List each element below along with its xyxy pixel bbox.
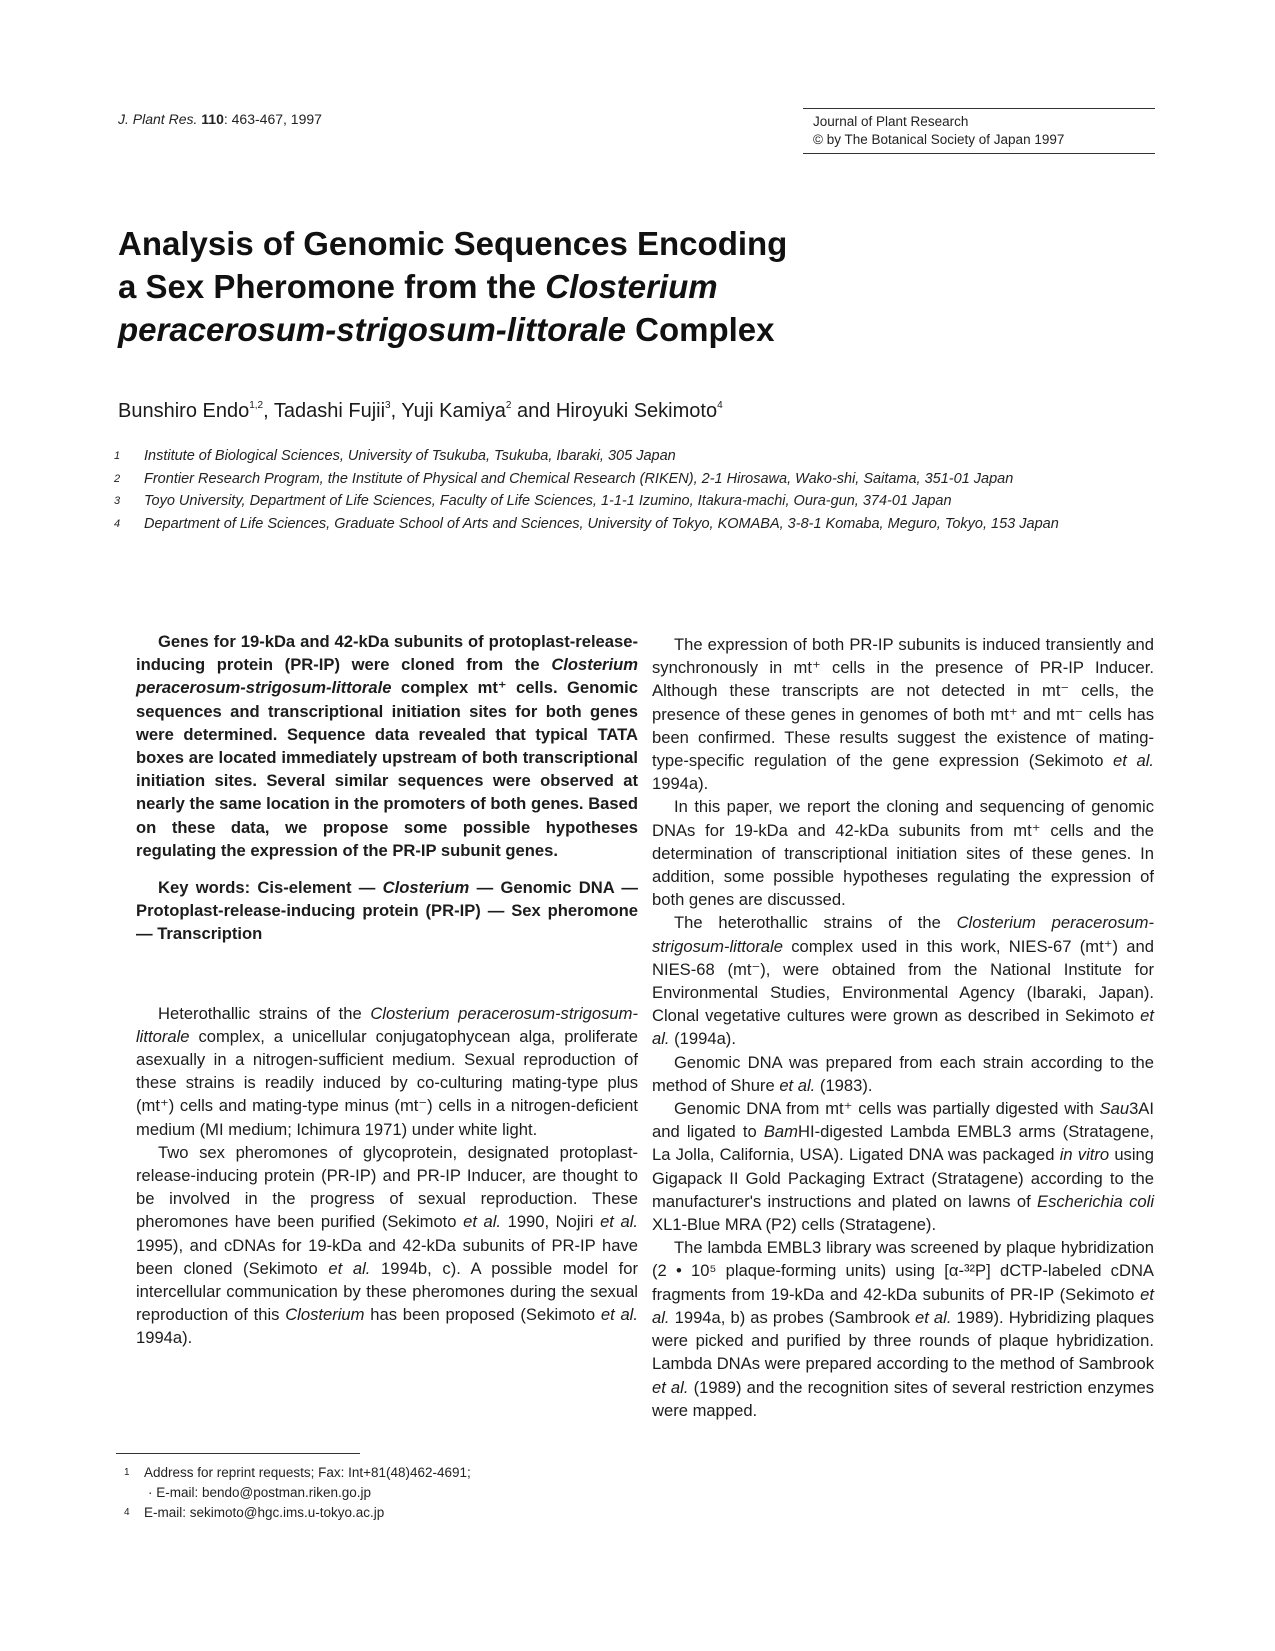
affiliation-text: Frontier Research Program, the Institute of Physical and Chemical Research (RIKEN), 2-1 Hirosawa, Wako-shi, Saitama, 351-01 Japan	[144, 470, 1014, 487]
body-text: (1994a).	[669, 1029, 736, 1049]
body-text: 1994b, c). A possible model for intercellular communication by these pheromones during the sexual reproduction of this	[136, 1258, 639, 1325]
body-text: HI-digested Lambda EMBL3 arms (Stratagene, La Jolla, California, USA). Ligated DNA was packaged	[652, 1122, 1154, 1165]
body-paragraph	[652, 1051, 1154, 1097]
body-species: Closterium peracerosum-strigosum-littorale	[136, 1003, 639, 1046]
body-text: complex used in this work, NIES-67 (mt⁺) and NIES-68 (mt⁻), were obtained from the National Institute for Environmental Studies, Environmental Agency (Ibaraki, Japan). Clonal vegetative cultures were grown as described in Sekimoto	[652, 936, 1154, 1026]
body-text: The expression of both PR-IP subunits is induced transiently and synchronously in mt⁺ cells in the presence of PR-IP Inducer. Although these transcripts are not detected in mt⁻ cells, the presence of these genes in genomes of both mt⁺ and mt⁻ cells has been confirmed. These results suggest the existence of mating-type-specific regulation of the gene expression (Sekimoto	[652, 635, 1154, 771]
abstract-species: Closterium peracerosum-strigosum-littorale	[136, 655, 638, 698]
body-etal: et al.	[652, 1377, 689, 1397]
right-column	[652, 633, 1154, 1422]
author-list	[118, 400, 723, 423]
body-text: 1994a).	[136, 1328, 193, 1348]
body-paragraph	[136, 1002, 638, 1141]
footnote-text: E-mail: sekimoto@hgc.ims.u-tokyo.ac.jp	[144, 1505, 385, 1520]
body-enzyme: Sau	[1099, 1099, 1130, 1119]
body-enzyme: Bam	[763, 1122, 798, 1142]
body-text: 1994a).	[652, 774, 709, 794]
body-etal: et al.	[915, 1307, 952, 1327]
affiliation-text: Department of Life Sciences, Graduate School of Arts and Sciences, University of Tokyo, KOMABA, 3-8-1 Komaba, Meguro, Tokyo, 153 Japan	[144, 515, 1059, 532]
affiliation-text: Toyo University, Department of Life Sciences, Faculty of Life Sciences, 1-1-1 Izumino, Itakura-machi, Oura-gun, 374-01 Japan	[144, 493, 952, 509]
footnote-divider	[116, 1453, 360, 1454]
keywords-text: Key words: Cis-element —	[158, 878, 383, 898]
affiliation	[114, 445, 1164, 468]
journal-name: Journal of Plant Research	[813, 114, 969, 129]
body-text: Two sex pheromones of glycoprotein, designated protoplast-release-inducing protein (PR-IP) and PR-IP Inducer, are thought to be involved in the progress of sexual reproduction. These pheromones have been purified (Sekimoto	[136, 1142, 638, 1232]
pages-year: : 463-467, 1997	[223, 111, 322, 127]
body-text: using Gigapack II Gold Packaging Extract (Stratagene) according to the manufacturer's instructions and plated on lawns of	[652, 1145, 1154, 1211]
abstract-text: complex mt⁺ cells. Genomic sequences and transcriptional initiation sites for both genes were determined. Sequence data revealed that typical TATA boxes are located immediately upstream of both transcriptional initiation sites. Several similar sequences were observed at nearly the same location in the promoters of both genes. Based on these data, we propose some possible hypotheses regulating the expression of the PR-IP subunit genes.	[136, 678, 638, 860]
body-paragraph	[652, 1097, 1154, 1236]
body-text: Genomic DNA from mt⁺ cells was partially digested with	[674, 1099, 1100, 1119]
body-etal: et al.	[463, 1212, 502, 1232]
body-paragraph	[652, 633, 1154, 795]
footnote-number: 4	[124, 1507, 130, 1518]
affiliation	[114, 490, 1164, 513]
footnote-text: Address for reprint requests; Fax: Int+81(48)462-4691;	[144, 1465, 471, 1480]
affiliations	[114, 445, 1164, 535]
body-etal: et al.	[328, 1258, 371, 1278]
title-line-2	[118, 265, 1018, 308]
body-text: 1995), and cDNAs for 19-kDa and 42-kDa subunits of PR-IP have been cloned (Sekimoto	[136, 1235, 638, 1278]
body-etal: et al.	[779, 1075, 816, 1095]
body-etal: et al.	[600, 1305, 638, 1325]
body-genus: Closterium	[285, 1305, 365, 1325]
affiliation-number: 2	[114, 472, 121, 485]
body-etal: et al.	[1113, 751, 1154, 771]
author-name: Hiroyuki Sekimoto	[555, 400, 718, 422]
volume: 110	[201, 111, 224, 127]
body-text: (1983).	[815, 1075, 873, 1095]
body-text: 3AI and ligated to	[652, 1099, 1154, 1142]
journal-abbrev: J. Plant Res.	[118, 111, 198, 127]
footnote	[124, 1503, 644, 1523]
paper-title	[118, 222, 1018, 351]
body-etal: et al.	[652, 1006, 1154, 1049]
body-species: Closterium peracerosum-strigosum-littorale	[652, 913, 1154, 956]
body-text: The heterothallic strains of the	[674, 913, 957, 933]
title-line-1: Analysis of Genomic Sequences Encoding	[118, 225, 788, 262]
copyright: © by The Botanical Society of Japan 1997	[813, 132, 1065, 147]
author-name: Yuji Kamiya	[401, 400, 506, 422]
body-etal: et al.	[600, 1212, 638, 1232]
body-etal: et al.	[652, 1284, 1154, 1327]
body-species: Escherichia coli	[1037, 1191, 1155, 1211]
affiliation-text: Institute of Biological Sciences, University of Tsukuba, Tsukuba, Ibaraki, 305 Japan	[144, 448, 676, 464]
author-separator: and	[511, 400, 556, 422]
abstract-text: Genes for 19-kDa and 42-kDa subunits of protoplast-release-inducing protein (PR-IP) were cloned from the	[136, 632, 638, 675]
affiliation	[114, 513, 1164, 536]
title-genus: Closterium	[545, 268, 718, 305]
title-text: a Sex Pheromone from the	[118, 268, 546, 305]
footnote-email: · E-mail: bendo@postman.riken.go.jp	[148, 1485, 372, 1500]
body-text: complex, a unicellular conjugatophycean alga, proliferate asexually in a nitrogen-sufficient medium. Sexual reproduction of these strains is readily induced by co-culturing mating-type plus (mt⁺) cells and mating-type minus (mt⁻) cells in a nitrogen-deficient medium (MI medium; Ichimura 1971) under white light.	[136, 1026, 638, 1139]
body-paragraph	[652, 1236, 1154, 1422]
footnotes	[124, 1463, 644, 1523]
body-paragraph	[652, 911, 1154, 1050]
footnote-number: 1	[124, 1467, 130, 1478]
author	[401, 400, 556, 422]
title-line-3	[118, 308, 1018, 351]
keywords-genus: Closterium	[382, 878, 470, 898]
body-paragraph	[136, 1141, 638, 1350]
journal-citation	[118, 111, 322, 127]
author-separator: ,	[263, 400, 274, 422]
affiliation-number: 1	[114, 450, 121, 462]
author-affil-marker: 1,2	[249, 400, 264, 411]
affiliation-number: 4	[114, 517, 121, 530]
title-text: Complex	[625, 311, 775, 348]
author	[118, 400, 274, 422]
author	[556, 400, 723, 422]
author-affil-marker: 2	[505, 400, 512, 411]
affiliation	[114, 468, 1164, 491]
body-text: The lambda EMBL3 library was screened by plaque hybridization (2 • 10⁵ plaque-forming units) using [α-³²P] dCTP-labeled cDNA fragments from 19-kDa and 42-kDa subunits of PR-IP (Sekimoto	[652, 1238, 1154, 1304]
keywords-text: — Genomic DNA — Protoplast-release-inducing protein (PR-IP) — Sex pheromone — Transcription	[136, 878, 638, 944]
author-affil-marker: 3	[385, 400, 391, 411]
body-text: 1994a, b) as probes (Sambrook	[669, 1307, 915, 1327]
left-column	[136, 630, 638, 1350]
keywords	[136, 876, 638, 946]
author	[274, 400, 402, 422]
body-text: Heterothallic strains of the	[158, 1003, 371, 1023]
body-text: has been proposed (Sekimoto	[364, 1305, 601, 1325]
author-separator: ,	[390, 400, 402, 422]
body-paragraph: In this paper, we report the cloning and sequencing of genomic DNAs for 19-kDa and 42-kDa subunits from mt⁺ cells and the determination of transcriptional initiation sites of these genes. In addition, some possible hypotheses regulating the expression of both genes are discussed.	[652, 797, 1154, 910]
footnote	[124, 1463, 644, 1483]
body-text: 1990, Nojiri	[501, 1212, 601, 1232]
journal-box	[803, 108, 1155, 154]
author-affil-marker: 4	[717, 400, 723, 411]
body-text: XL1-Blue MRA (P2) cells (Stratagene).	[652, 1215, 937, 1235]
author-name: Tadashi Fujii	[273, 400, 386, 422]
affiliation-number: 3	[114, 495, 121, 507]
title-species: peracerosum-strigosum-littorale	[118, 311, 626, 348]
abstract	[136, 630, 638, 862]
body-latin: in vitro	[1059, 1145, 1110, 1165]
body-text: Genomic DNA was prepared from each strain according to the method of Shure	[652, 1052, 1154, 1095]
author-name: Bunshiro Endo	[118, 400, 250, 422]
body-text: 1989). Hybridizing plaques were picked and purified by three rounds of plaque hybridization. Lambda DNAs were prepared according to the method of Sambrook	[652, 1307, 1154, 1374]
body-text: (1989) and the recognition sites of several restriction enzymes were mapped.	[652, 1377, 1154, 1420]
